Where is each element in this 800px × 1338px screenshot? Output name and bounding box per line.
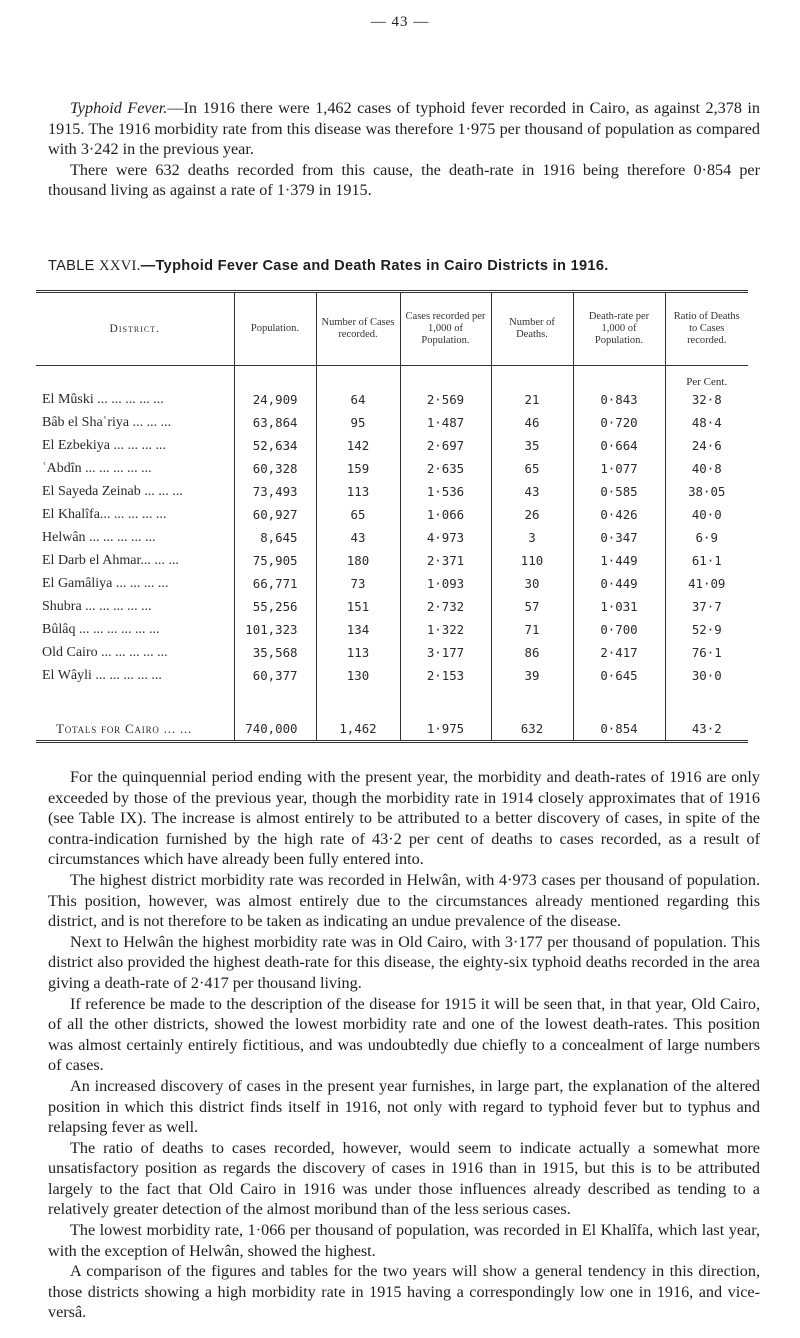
discussion-section bbox=[48, 767, 760, 1323]
cell-deaths: 43 bbox=[491, 480, 573, 503]
cell-deaths: 39 bbox=[491, 664, 573, 687]
cell-death-rate: 0·449 bbox=[573, 572, 665, 595]
spacer-row bbox=[36, 687, 748, 717]
cell-ratio: 24·6 bbox=[691, 438, 722, 453]
cell-deaths: 3 bbox=[491, 526, 573, 549]
district-name: El Khalîfa... ... ... ... ... bbox=[36, 503, 234, 526]
table-row bbox=[36, 664, 748, 687]
cell-population: 60,328 bbox=[234, 457, 316, 480]
cell-population: 60,927 bbox=[234, 503, 316, 526]
discussion-paragraph-3: Next to Helwân the highest morbidity rate was in Old Cairo, with 3·177 per thousand of population. This district also provided the highest death-rate for this disease, the eighty-six typhoid deaths recorded in the area giving a death-rate of 2·417 per thousand living. bbox=[48, 932, 760, 992]
discussion-paragraph-4: If reference be made to the description of the disease for 1915 it will be seen that, in that year, Old Cairo, of all the other districts, showed the lowest morbidity rate and one of the lowest death-rates. This position was almost certainly entirely fictitious, and was undoubtedly due chiefly to a concealment of large numbers of cases. bbox=[48, 994, 760, 1075]
cell-deaths: 21 bbox=[491, 388, 573, 411]
cell-ratio: 61·1 bbox=[691, 553, 722, 568]
typhoid-rates-table bbox=[36, 290, 748, 743]
cell-ratio: 48·4 bbox=[691, 415, 722, 430]
cell-population: 101,323 bbox=[234, 618, 316, 641]
cell-population: 60,377 bbox=[234, 664, 316, 687]
cell-cases: 95 bbox=[316, 411, 400, 434]
cell-cases: 113 bbox=[316, 480, 400, 503]
header-deaths: Number of Deaths. bbox=[491, 292, 573, 366]
discussion-paragraph-7: The lowest morbidity rate, 1·066 per thousand of population, was recorded in El Khalîfa, which last year, with the exception of Helwân, showed the highest. bbox=[48, 1221, 760, 1260]
intro-paragraph-1 bbox=[48, 98, 760, 160]
cell-death-rate: 1·031 bbox=[573, 595, 665, 618]
cell-death-rate: 0·700 bbox=[573, 618, 665, 641]
table-row bbox=[36, 388, 748, 411]
cell-deaths: 35 bbox=[491, 434, 573, 457]
cell-death-rate: 0·843 bbox=[573, 388, 665, 411]
district-name: Helwân ... ... ... ... ... bbox=[36, 526, 234, 549]
table-header-row bbox=[36, 292, 748, 366]
cell-deaths: 86 bbox=[491, 641, 573, 664]
district-name: El Wâyli ... ... ... ... ... bbox=[36, 664, 234, 687]
cell-cases-rate: 1·322 bbox=[400, 618, 491, 641]
header-cases-rate: Cases recorded per 1,000 of Population. bbox=[400, 292, 491, 366]
unit-label: Per Cent. bbox=[686, 376, 728, 388]
cell-population: 66,771 bbox=[234, 572, 316, 595]
cell-cases: 130 bbox=[316, 664, 400, 687]
table-row bbox=[36, 434, 748, 457]
section-heading: Typhoid Fever. bbox=[70, 99, 168, 117]
table-row bbox=[36, 526, 748, 549]
cell-ratio: 38·05 bbox=[688, 484, 726, 499]
cell-cases: 65 bbox=[316, 503, 400, 526]
unit-row bbox=[36, 366, 748, 389]
cell-death-rate: 0·720 bbox=[573, 411, 665, 434]
cell-cases: 64 bbox=[316, 388, 400, 411]
discussion-paragraph-2: The highest district morbidity rate was recorded in Helwân, with 4·973 cases per thousand of population. This position, however, was almost entirely due to the circumstances already mentioned regarding this district, and is not therefore to be taken as indicating an undue prevalence of the disease. bbox=[48, 870, 760, 931]
cell-ratio: 6·9 bbox=[695, 530, 718, 545]
cell-ratio: 76·1 bbox=[691, 645, 722, 660]
cell-deaths: 71 bbox=[491, 618, 573, 641]
district-name: Bûlâq ... ... ... ... ... ... bbox=[36, 618, 234, 641]
cell-cases-rate: 3·177 bbox=[400, 641, 491, 664]
district-name: Old Cairo ... ... ... ... ... bbox=[36, 641, 234, 664]
cell-cases-rate: 2·697 bbox=[400, 434, 491, 457]
totals-label: Totals for Cairo ... ... bbox=[36, 717, 234, 742]
total-deaths: 632 bbox=[491, 717, 573, 742]
district-name: El Ezbekiya ... ... ... ... bbox=[36, 434, 234, 457]
cell-cases: 159 bbox=[316, 457, 400, 480]
table-row bbox=[36, 618, 748, 641]
cell-population: 75,905 bbox=[234, 549, 316, 572]
cell-ratio: 40·0 bbox=[691, 507, 722, 522]
cell-population: 55,256 bbox=[234, 595, 316, 618]
cell-cases-rate: 2·371 bbox=[400, 549, 491, 572]
cell-ratio: 40·8 bbox=[691, 461, 722, 476]
cell-cases-rate: 1·066 bbox=[400, 503, 491, 526]
table-row bbox=[36, 503, 748, 526]
district-name: El Sayeda Zeinab ... ... ... bbox=[36, 480, 234, 503]
district-name: Shubra ... ... ... ... ... bbox=[36, 595, 234, 618]
cell-deaths: 57 bbox=[491, 595, 573, 618]
header-ratio: Ratio of Deaths to Cases recorded. bbox=[665, 292, 748, 366]
table-row bbox=[36, 480, 748, 503]
intro-section bbox=[48, 98, 760, 201]
page-number: — 43 — bbox=[370, 14, 430, 30]
cell-cases-rate: 2·153 bbox=[400, 664, 491, 687]
cell-population: 24,909 bbox=[234, 388, 316, 411]
discussion-paragraph-5: An increased discovery of cases in the present year furnishes, in large part, the explanation of the altered position in which this district finds itself in 1916, not only with regard to typhoid fever but to typhus and relapsing fever as well. bbox=[48, 1076, 760, 1137]
cell-death-rate: 2·417 bbox=[573, 641, 665, 664]
total-ratio: 43·2 bbox=[691, 721, 722, 736]
cell-cases: 134 bbox=[316, 618, 400, 641]
table-row bbox=[36, 595, 748, 618]
cell-deaths: 46 bbox=[491, 411, 573, 434]
cell-cases-rate: 4·973 bbox=[400, 526, 491, 549]
cell-ratio: 41·09 bbox=[688, 576, 726, 591]
cell-cases-rate: 2·635 bbox=[400, 457, 491, 480]
cell-cases: 151 bbox=[316, 595, 400, 618]
cell-death-rate: 0·664 bbox=[573, 434, 665, 457]
cell-cases-rate: 1·093 bbox=[400, 572, 491, 595]
district-name: El Darb el Ahmar... ... ... bbox=[36, 549, 234, 572]
cell-cases-rate: 1·536 bbox=[400, 480, 491, 503]
cell-deaths: 65 bbox=[491, 457, 573, 480]
cell-ratio: 32·8 bbox=[691, 392, 722, 407]
cell-cases-rate: 1·487 bbox=[400, 411, 491, 434]
table-row bbox=[36, 411, 748, 434]
cell-death-rate: 1·077 bbox=[573, 457, 665, 480]
table-row bbox=[36, 641, 748, 664]
cell-death-rate: 0·645 bbox=[573, 664, 665, 687]
cell-deaths: 30 bbox=[491, 572, 573, 595]
table-row bbox=[36, 572, 748, 595]
cell-cases: 43 bbox=[316, 526, 400, 549]
cell-population: 63,864 bbox=[234, 411, 316, 434]
total-death-rate: 0·854 bbox=[573, 717, 665, 742]
district-name: ʿAbdîn ... ... ... ... ... bbox=[36, 457, 234, 480]
cell-cases-rate: 2·569 bbox=[400, 388, 491, 411]
cell-cases: 142 bbox=[316, 434, 400, 457]
total-cases: 1,462 bbox=[316, 717, 400, 742]
cell-deaths: 26 bbox=[491, 503, 573, 526]
cell-death-rate: 0·426 bbox=[573, 503, 665, 526]
table-title: TABLE XXVI.—Typhoid Fever Case and Death Rates in Cairo Districts in 1916. bbox=[48, 258, 609, 274]
district-name: Bâb el Shaʿriya ... ... ... bbox=[36, 411, 234, 434]
cell-ratio: 37·7 bbox=[691, 599, 722, 614]
header-population: Population. bbox=[234, 292, 316, 366]
cell-population: 35,568 bbox=[234, 641, 316, 664]
total-cases-rate: 1·975 bbox=[400, 717, 491, 742]
cell-cases: 73 bbox=[316, 572, 400, 595]
cell-ratio: 30·0 bbox=[691, 668, 722, 683]
intro-paragraph-1-text: —In 1916 there were 1,462 cases of typhoid fever recorded in Cairo, as against 2,378 in 1915. The 1916 morbidity rate from this disease was therefore 1·975 per thousand of population as compared with 3·242 in the previous year. bbox=[48, 99, 760, 159]
cell-population: 52,634 bbox=[234, 434, 316, 457]
cell-population: 73,493 bbox=[234, 480, 316, 503]
cell-cases: 180 bbox=[316, 549, 400, 572]
cell-death-rate: 1·449 bbox=[573, 549, 665, 572]
cell-ratio: 52·9 bbox=[691, 622, 722, 637]
cell-death-rate: 0·347 bbox=[573, 526, 665, 549]
table-title-text: —Typhoid Fever Case and Death Rates in Cairo Districts in 1916. bbox=[140, 258, 609, 274]
header-district: District. bbox=[36, 292, 234, 366]
discussion-paragraph-6: The ratio of deaths to cases recorded, however, would seem to indicate actually a somewhat more unsatisfactory position as regards the discovery of cases in 1916 than in 1915, but this is to be attributed largely to the fact that Old Cairo in 1916 was under those influences already described as tending to a relatively greater detection of the almost moribund than of the less serious cases. bbox=[48, 1138, 760, 1219]
intro-paragraph-2: There were 632 deaths recorded from this cause, the death-rate in 1916 being therefore 0·854 per thousand living as against a rate of 1·379 in 1915. bbox=[48, 160, 760, 200]
cell-cases-rate: 2·732 bbox=[400, 595, 491, 618]
header-cases: Number of Cases recorded. bbox=[316, 292, 400, 366]
header-death-rate: Death-rate per 1,000 of Population. bbox=[573, 292, 665, 366]
cell-deaths: 110 bbox=[491, 549, 573, 572]
discussion-paragraph-1: For the quinquennial period ending with the present year, the morbidity and death-rates of 1916 are only exceeded by those of the previous year, though the morbidity rate in 1914 closely approximates that of 1916 (see Table IX). The increase is almost entirely to be attributed to a better discovery of cases, in spite of the contra-indication furnished by the high rate of 43·2 per cent of deaths to cases recorded, as a result of circumstances which have already been fully entered into. bbox=[48, 768, 760, 869]
district-name: El Gamâliya ... ... ... ... bbox=[36, 572, 234, 595]
table-row bbox=[36, 457, 748, 480]
district-name: El Mûski ... ... ... ... ... bbox=[36, 388, 234, 411]
cell-death-rate: 0·585 bbox=[573, 480, 665, 503]
discussion-paragraph-8: A comparison of the figures and tables for the two years will show a general tendency in this direction, those districts showing a high morbidity rate in 1915 having a correspondingly low one in 1916, and vice-versâ. bbox=[48, 1262, 760, 1322]
totals-row bbox=[36, 717, 748, 742]
table-row bbox=[36, 549, 748, 572]
cell-cases: 113 bbox=[316, 641, 400, 664]
cell-population: 8,645 bbox=[234, 526, 316, 549]
total-population: 740,000 bbox=[234, 717, 316, 742]
